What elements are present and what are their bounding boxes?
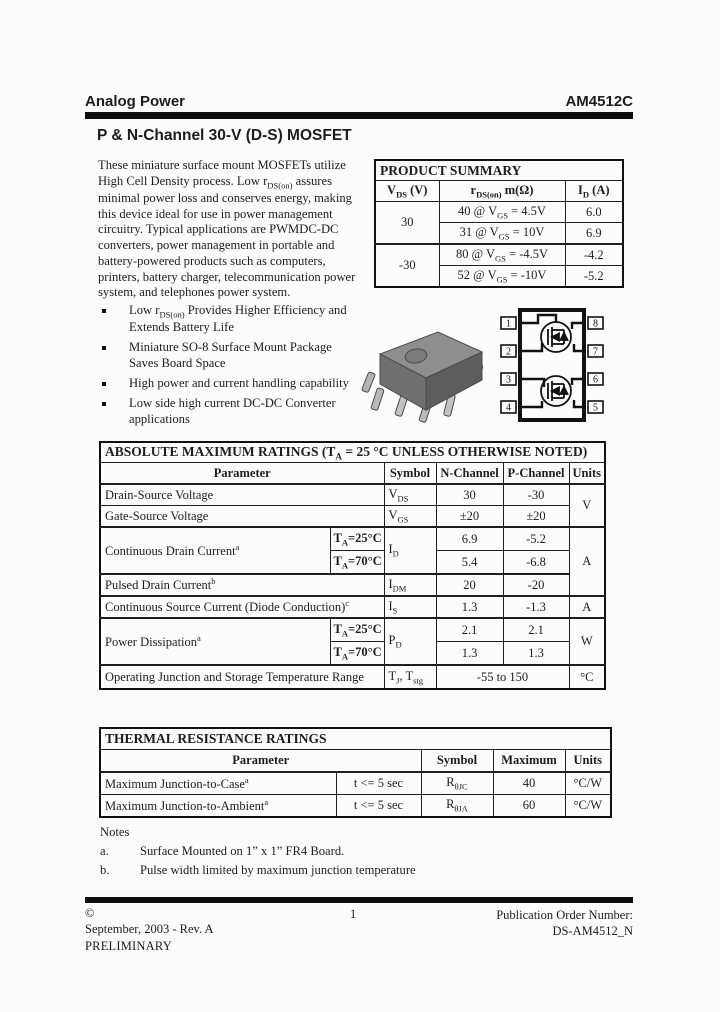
- p-channel-value: ±20: [503, 506, 569, 528]
- note-item: [100, 861, 520, 880]
- absolute-maximum-ratings-table: [99, 441, 606, 690]
- feature-text: High power and current handling capability: [129, 375, 349, 390]
- list-item: [100, 303, 358, 336]
- units-cell: V: [569, 484, 605, 527]
- n-channel-value: 30: [436, 484, 503, 506]
- parameter-cell: Gate-Source Voltage: [100, 506, 384, 528]
- note-text: Surface Mounted on 1” x 1” FR4 Board.: [140, 843, 345, 858]
- column-header-pchannel: P-Channel: [503, 463, 569, 485]
- id-cell: -5.2: [565, 266, 623, 288]
- parameter-cell: Maximum Junction-to-Ambient$^a$: [100, 795, 336, 818]
- status-label: PRELIMINARY: [85, 938, 172, 953]
- column-header-maximum: Maximum: [493, 750, 565, 773]
- n-channel-value: 6.9: [436, 527, 503, 551]
- symbol-cell: $V_{DS}$: [384, 484, 436, 506]
- pin-label: 7: [593, 346, 598, 358]
- table-row: [100, 574, 605, 596]
- p-channel-value: -20: [503, 574, 569, 596]
- symbol-cell: $I_{DM}$: [384, 574, 436, 596]
- p-channel-value: 1.3: [503, 642, 569, 666]
- header-rule: [85, 112, 633, 119]
- pin-diagram: [496, 303, 620, 427]
- table-row: [100, 618, 605, 642]
- note-text: Pulse width limited by maximum junction temperature: [140, 862, 416, 877]
- page-title: P & N-Channel 30-V (D-S) MOSFET: [97, 127, 352, 144]
- parameter-cell: Operating Junction and Storage Temperature Range: [100, 665, 384, 689]
- table-header-row: [375, 181, 623, 202]
- feature-text: Low side high current DC-DC Converter applications: [129, 395, 336, 426]
- table-row: [100, 484, 605, 506]
- condition-cell: $T_A=25^\circ C$: [330, 618, 384, 642]
- table-header-row: [100, 750, 611, 773]
- brand-name: Analog Power: [85, 93, 186, 110]
- footer-rule: [85, 897, 633, 903]
- bullet-icon: [102, 402, 106, 406]
- pin-label: 3: [506, 374, 511, 386]
- units-cell: W: [569, 618, 605, 665]
- units-cell: °C/W: [565, 772, 611, 795]
- rds-cell: 52 @ $V_{GS} = -10V$: [439, 266, 565, 288]
- description-paragraph: [98, 158, 368, 301]
- column-header-symbol: Symbol: [384, 463, 436, 485]
- features-list: [100, 303, 358, 431]
- feature-text: Low $r_{DS(on)}$ Provides Higher Efficiency and Extends Battery Life: [129, 303, 347, 335]
- page-number: 1: [350, 907, 357, 921]
- parameter-cell: Continuous Drain Current$^a$: [100, 527, 330, 574]
- symbol-cell: $I_D$: [384, 527, 436, 574]
- column-header-nchannel: N-Channel: [436, 463, 503, 485]
- symbol-cell: $T_J$, $T_{stg}$: [384, 665, 436, 689]
- n-channel-value: 2.1: [436, 618, 503, 642]
- description-text: assures minimal power loss and conserves energy, making this device ideal for use in power management circuitry. Typical applications are PWMDC-DC converters, power management in portable and battery-powered products such as computers, printers, battery charger, telecommunication power system, and telephones power system.: [98, 173, 356, 300]
- condition-cell: $T_A=70^\circ C$: [330, 642, 384, 666]
- column-header-units: Units: [565, 750, 611, 773]
- table-title-row: [100, 728, 611, 750]
- column-header-parameter: Parameter: [100, 750, 421, 773]
- thermal-resistance-table: [99, 727, 612, 818]
- symbol-cell: $P_D$: [384, 618, 436, 665]
- column-header-vds: $V_{DS}$ (V): [375, 181, 439, 202]
- rds-cell: 80 @ $V_{GS} = -4.5V$: [439, 244, 565, 266]
- n-channel-value: 20: [436, 574, 503, 596]
- maximum-value: 40: [493, 772, 565, 795]
- n-channel-value: 1.3: [436, 642, 503, 666]
- note-item: [100, 842, 520, 861]
- parameter-cell: Maximum Junction-to-Case$^a$: [100, 772, 336, 795]
- notes-section: [100, 823, 520, 880]
- revision-date: September, 2003 - Rev. A: [85, 922, 214, 937]
- pin-label: 5: [593, 402, 598, 414]
- p-channel-value: 2.1: [503, 618, 569, 642]
- units-cell: A: [569, 596, 605, 618]
- list-item: [100, 396, 358, 428]
- product-summary-table: [374, 159, 624, 288]
- pin-label: 8: [593, 318, 598, 330]
- feature-text: Miniature SO-8 Surface Mount Package Saves Board Space: [129, 340, 332, 371]
- description-text: These miniature surface mount MOSFETs utilize High Cell Density process. Low r: [98, 158, 346, 188]
- column-header-units: Units: [569, 463, 605, 485]
- description-subscript: DS(on): [267, 180, 293, 191]
- table-row: [100, 772, 611, 795]
- id-cell: 6.0: [565, 202, 623, 223]
- symbol-cell: $I_S$: [384, 596, 436, 618]
- table-row: [100, 527, 605, 551]
- condition-cell: $T_A=25^\circ C$: [330, 527, 384, 551]
- table-row: [375, 202, 623, 223]
- bullet-icon: [102, 382, 106, 386]
- p-channel-value: -1.3: [503, 596, 569, 618]
- id-cell: 6.9: [565, 223, 623, 245]
- parameter-cell: Drain-Source Voltage: [100, 484, 384, 506]
- units-cell: A: [569, 527, 605, 596]
- vds-cell: -30: [375, 244, 439, 287]
- table-row: [100, 596, 605, 618]
- vds-cell: 30: [375, 202, 439, 245]
- table-row: [100, 665, 605, 689]
- column-header-parameter: Parameter: [100, 463, 384, 485]
- list-item: [100, 376, 358, 392]
- condition-cell: $T_A=70^\circ C$: [330, 551, 384, 575]
- pin-label: 1: [506, 318, 511, 330]
- table-header-row: [100, 463, 605, 485]
- table-row: [375, 244, 623, 266]
- parameter-cell: Pulsed Drain Current$^b$: [100, 574, 384, 596]
- condition-cell: t <= 5 sec: [336, 772, 421, 795]
- value-cell: -55 to 150: [436, 665, 569, 689]
- column-header-rds: $r_{DS(on)}$ m(Ω): [439, 181, 565, 202]
- copyright-icon: ©: [85, 906, 95, 920]
- pin-label: 4: [506, 402, 511, 414]
- n-channel-value: ±20: [436, 506, 503, 528]
- units-cell: °C: [569, 665, 605, 689]
- table-row: [100, 795, 611, 818]
- note-label: b.: [100, 862, 110, 877]
- pin-label: 6: [593, 374, 598, 386]
- maximum-value: 60: [493, 795, 565, 818]
- publication-number: DS-AM4512_N: [552, 924, 633, 939]
- thermal-title: THERMAL RESISTANCE RATINGS: [100, 728, 611, 750]
- footer-left: [85, 905, 214, 954]
- symbol-cell: $V_{GS}$: [384, 506, 436, 528]
- bullet-icon: [102, 309, 106, 313]
- part-number: AM4512C: [565, 93, 633, 110]
- symbol-cell: $R_{\theta JA}$: [421, 795, 493, 818]
- p-channel-value: -30: [503, 484, 569, 506]
- list-item: [100, 340, 358, 372]
- parameter-cell: Continuous Source Current (Diode Conduction)$^c$: [100, 596, 384, 618]
- units-cell: °C/W: [565, 795, 611, 818]
- column-header-id: $I_D$ (A): [565, 181, 623, 202]
- publication-label: Publication Order Number:: [496, 908, 633, 922]
- so8-package-image: [360, 320, 492, 424]
- header: [85, 93, 633, 110]
- rds-cell: 31 @ $V_{GS} = 10V$: [439, 223, 565, 245]
- n-channel-value: 5.4: [436, 551, 503, 575]
- footer-right: [383, 907, 633, 940]
- product-summary-title: PRODUCT SUMMARY: [375, 160, 623, 181]
- id-cell: -4.2: [565, 244, 623, 266]
- table-row: [100, 506, 605, 528]
- table-title-row: [100, 442, 605, 463]
- rds-cell: 40 @ $V_{GS} = 4.5V$: [439, 202, 565, 223]
- p-channel-value: -5.2: [503, 527, 569, 551]
- n-channel-value: 1.3: [436, 596, 503, 618]
- p-channel-value: -6.8: [503, 551, 569, 575]
- column-header-symbol: Symbol: [421, 750, 493, 773]
- bullet-icon: [102, 346, 106, 350]
- parameter-cell: Power Dissipation$^a$: [100, 618, 330, 665]
- table-title-row: [375, 160, 623, 181]
- abs-max-title: ABSOLUTE MAXIMUM RATINGS ($T_A = 25$ °C UNLESS OTHERWISE NOTED): [100, 442, 605, 463]
- pin-label: 2: [506, 346, 511, 358]
- note-label: a.: [100, 843, 109, 858]
- symbol-cell: $R_{\theta JC}$: [421, 772, 493, 795]
- notes-title: Notes: [100, 825, 130, 839]
- condition-cell: t <= 5 sec: [336, 795, 421, 818]
